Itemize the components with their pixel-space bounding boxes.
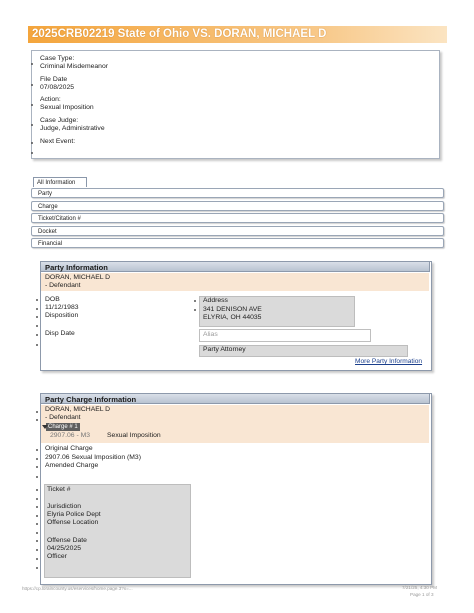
bullet-icon — [31, 104, 33, 106]
bullet-icon — [36, 523, 38, 525]
case-type-label: Case Type: — [40, 55, 75, 62]
party-attorney-label: Party Attorney — [203, 346, 246, 353]
charge-number-tag[interactable]: Charge # 1 — [48, 424, 78, 430]
bullet-icon — [31, 142, 33, 144]
bullet-icon — [36, 334, 38, 336]
bullet-icon — [36, 466, 38, 468]
bullet-icon — [36, 558, 38, 560]
bullet-icon — [36, 411, 38, 413]
bullet-icon — [36, 489, 38, 491]
action-value: Sexual Imposition — [40, 104, 94, 111]
party-charge-header: Party Charge Information — [40, 393, 430, 404]
alias-placeholder: Alias — [203, 331, 218, 338]
case-judge-label: Case Judge: — [40, 117, 79, 124]
original-charge-value: 2907.06 Sexual Imposition (M3) — [45, 454, 141, 461]
original-charge-label: Original Charge — [45, 445, 93, 452]
charge-party-role: - Defendant — [45, 414, 81, 421]
address-line-2: ELYRIA, OH 44035 — [203, 314, 262, 321]
disposition-label: Disposition — [45, 312, 79, 319]
action-label: Action: — [40, 96, 61, 103]
bullet-icon — [194, 300, 196, 302]
bullet-icon — [36, 316, 38, 318]
case-judge-value: Judge, Administrative — [40, 125, 105, 132]
bullet-icon — [36, 449, 38, 451]
jurisdiction-value: Elyria Police Dept — [47, 511, 101, 518]
bullet-icon — [36, 458, 38, 460]
address-line-1: 341 DENISON AVE — [203, 306, 262, 313]
bullet-icon — [36, 540, 38, 542]
ticket-details-box — [44, 484, 191, 578]
jurisdiction-label: Jurisdiction — [47, 503, 81, 510]
footer-url: https://cp.loraincounty.us/eservices/home.page.3?x=... — [22, 586, 133, 591]
party-information-header: Party Information — [40, 261, 430, 272]
charge-code: 2907.06 - M3 — [50, 432, 91, 439]
alias-field — [199, 329, 371, 342]
ticket-label: Ticket # — [47, 486, 71, 493]
bullet-icon — [36, 532, 38, 534]
bullet-icon — [194, 309, 196, 311]
amended-charge-label: Amended Charge — [45, 462, 99, 469]
bullet-icon — [36, 308, 38, 310]
offense-location-label: Offense Location — [47, 519, 99, 526]
tab-all-information[interactable]: All Information — [33, 177, 87, 187]
bullet-icon — [31, 63, 33, 65]
expand-arrow-icon[interactable] — [42, 425, 48, 429]
file-date-label: File Date — [40, 76, 68, 83]
offense-date-label: Offense Date — [47, 537, 87, 544]
charge-description: Sexual Imposition — [107, 432, 161, 439]
next-event-label: Next Event: — [40, 138, 76, 145]
footer-page-number: Page 1 of 3 — [410, 592, 434, 597]
bullet-icon — [36, 498, 38, 500]
bullet-icon — [36, 515, 38, 517]
bullet-icon — [36, 506, 38, 508]
dob-value: 11/12/1983 — [45, 304, 79, 311]
case-type-value: Criminal Misdemeanor — [40, 63, 108, 70]
more-party-information-link[interactable]: More Party Information — [355, 358, 423, 365]
bullet-icon — [36, 325, 38, 327]
bullet-icon — [36, 419, 38, 421]
bullet-icon — [31, 152, 33, 154]
tab-docket[interactable]: Docket — [31, 226, 444, 236]
bullet-icon — [36, 549, 38, 551]
tab-financial[interactable]: Financial — [31, 238, 444, 248]
tab-ticket-citation[interactable]: Ticket/Citation # — [31, 213, 444, 223]
bullet-icon — [31, 84, 33, 86]
bullet-icon — [36, 299, 38, 301]
tab-party[interactable]: Party — [31, 188, 444, 198]
bullet-icon — [36, 344, 38, 346]
bullet-icon — [36, 567, 38, 569]
dob-label: DOB — [45, 296, 60, 303]
footer-timestamp: 7/21/25, 4:30 PM — [402, 585, 437, 590]
charge-party-name: DORAN, MICHAEL D — [45, 406, 111, 413]
tab-charge[interactable]: Charge — [31, 201, 444, 211]
officer-label: Officer — [47, 553, 67, 560]
file-date-value: 07/08/2025 — [40, 84, 75, 91]
party-name: DORAN, MICHAEL D — [45, 274, 111, 281]
page-title: 2025CRB02219 State of Ohio VS. DORAN, MICHAEL D — [28, 26, 447, 43]
offense-date-value: 04/25/2025 — [47, 545, 82, 552]
disp-date-label: Disp Date — [45, 330, 75, 337]
bullet-icon — [31, 124, 33, 126]
bullet-icon — [36, 476, 38, 478]
address-label: Address — [203, 297, 228, 304]
party-role: - Defendant — [45, 282, 81, 289]
